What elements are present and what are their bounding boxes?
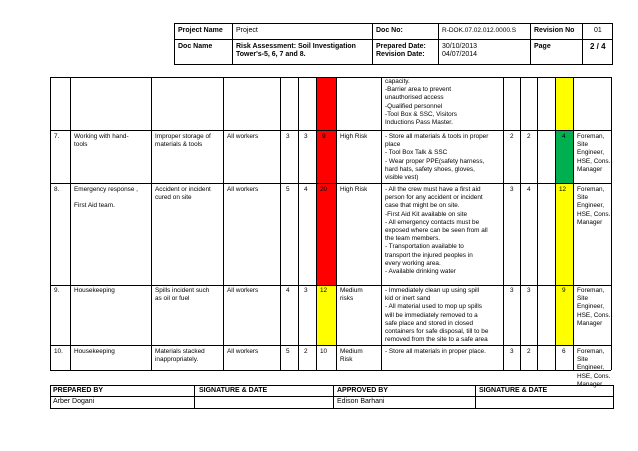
row-rating: 12 — [320, 287, 328, 294]
row-number: 10. — [54, 348, 63, 355]
row-number: 7. — [54, 133, 60, 140]
row-residual-likelihood: 2 — [510, 133, 514, 140]
table-col-line — [520, 77, 521, 370]
row-activity: Housekeeping — [74, 348, 115, 355]
row-severity: 3 — [304, 287, 308, 294]
table-col-line — [555, 77, 556, 370]
table-col-line — [280, 77, 281, 370]
table-row-line — [50, 77, 611, 78]
table-col-line — [537, 77, 538, 370]
row-residual-severity: 3 — [527, 287, 531, 294]
signature-col-divider — [475, 385, 476, 409]
signature-divider — [50, 396, 614, 397]
prepared-by-value: Arber Dogani — [53, 398, 95, 405]
row-risk: Medium risks — [340, 287, 363, 303]
row-controls: - Immediately clean up using spill kid or inert sand - All material used to mop up spills will be immediately removed to a safe place and stored in closed containers for safe disposal, till to be removed from the site to a safe area — [385, 287, 489, 344]
row-responsible: Foreman, Site Engineer, HSE, Cons. Manager — [577, 348, 611, 388]
doc-name-value: Risk Assessment: Soil Investigation Tower's-5, 6, 7 and 8. — [236, 43, 356, 59]
row-activity: Housekeeping — [74, 287, 115, 294]
header-col-divider — [372, 23, 373, 65]
table-col-line — [381, 77, 382, 370]
revision-no-label: Revision No — [534, 27, 575, 34]
residual-fill-carryover — [555, 78, 573, 130]
revision-no-value: 01 — [594, 27, 602, 34]
table-col-line — [316, 77, 317, 370]
project-name-value: Project — [236, 27, 258, 34]
table-col-line — [573, 77, 574, 370]
row-number: 9. — [54, 287, 60, 294]
rating-fill-row-8 — [316, 184, 336, 285]
row-likelihood: 5 — [286, 186, 290, 193]
row-severity: 3 — [304, 133, 308, 140]
row-who: All workers — [227, 287, 259, 294]
project-name-label: Project Name — [178, 27, 223, 34]
table-col-line — [503, 77, 504, 370]
row-likelihood: 5 — [286, 348, 290, 355]
header-divider — [174, 39, 613, 40]
doc-no-label: Doc No: — [376, 27, 403, 34]
row-residual-likelihood: 3 — [510, 287, 514, 294]
row-controls: - Store all materials in proper place. — [385, 348, 486, 355]
row-residual-likelihood: 3 — [510, 348, 514, 355]
row-rating: 10 — [320, 348, 328, 355]
table-row-line — [50, 345, 611, 346]
signature-col-divider — [194, 385, 195, 409]
table-col-line — [223, 77, 224, 370]
row-controls: - All the crew must have a first aid person for any accident or incident case that might be on site. -First Aid Kit available on site - All emergency contacts must be exposed where can be seen from all the team members. - Transportation available to transport the injured peoples in every working area. - Available drinking water — [385, 186, 488, 276]
row-who: All workers — [227, 133, 259, 140]
table-col-line — [151, 77, 152, 370]
row-risk: High Risk — [340, 133, 368, 140]
row-activity: Emergency response , First Aid team. — [74, 186, 138, 210]
rating-fill-row-7 — [316, 131, 336, 183]
row-severity: 4 — [304, 186, 308, 193]
carry-over-controls: capacity. -Barrier area to prevent unauthorised access -Qualified personnel -Tool Box & SSC, Visitors Inductions Pass Master. — [385, 78, 457, 127]
page-label: Page — [534, 43, 551, 50]
row-hazard: Spills incident such as oil or fuel — [155, 287, 210, 303]
row-responsible: Foreman, Site Engineer, HSE, Cons. Manager — [577, 287, 611, 327]
row-likelihood: 3 — [286, 133, 290, 140]
row-responsible: Foreman, Site Engineer, HSE, Cons. Manager — [577, 186, 611, 226]
header-col-divider — [232, 23, 233, 65]
approved-by-label: APPROVED BY — [337, 387, 388, 394]
row-severity: 2 — [304, 348, 308, 355]
table-row-line — [50, 285, 611, 286]
table-col-line — [336, 77, 337, 370]
prepared-revision-date-label: Prepared Date: Revision Date: — [376, 43, 426, 59]
row-residual-rating: 9 — [562, 287, 566, 294]
row-residual-severity: 4 — [527, 186, 531, 193]
header-col-divider — [582, 23, 583, 65]
signature-col-divider — [333, 385, 334, 409]
prepared-by-label: PREPARED BY — [53, 387, 104, 394]
table-row-line — [50, 370, 611, 371]
row-controls: - Store all materials & tools in proper place - Tool Box Talk & SSC - Wear proper PPE(safety harness, hard hats, safety shoes, gloves, visible vest) — [385, 133, 489, 182]
prepared-revision-date-value: 30/10/2013 04/07/2014 — [442, 43, 478, 59]
row-who: All workers — [227, 348, 259, 355]
table-col-line — [298, 77, 299, 370]
row-residual-rating: 4 — [562, 133, 566, 140]
table-col-line — [611, 77, 612, 370]
row-risk: Medium Risk — [340, 348, 363, 364]
header-col-divider — [530, 23, 531, 65]
signature-date-label: SIGNATURE & DATE — [199, 387, 268, 394]
row-likelihood: 4 — [286, 287, 290, 294]
table-col-line — [70, 77, 71, 370]
doc-no-value: R-DOK.07.02.012.0000.S — [442, 27, 517, 34]
row-who: All workers — [227, 186, 259, 193]
row-number: 8. — [54, 186, 60, 193]
row-rating: 9 — [322, 133, 326, 140]
residual-fill-row-8 — [555, 184, 573, 285]
page-number: 2 / 4 — [590, 42, 606, 51]
row-residual-likelihood: 3 — [510, 186, 514, 193]
row-activity: Working with hand- tools — [74, 133, 129, 149]
table-row-line — [50, 183, 611, 184]
row-risk: High Risk — [340, 186, 368, 193]
signature-date-label: SIGNATURE & DATE — [479, 387, 548, 394]
header-col-divider — [438, 23, 439, 65]
row-rating: 20 — [320, 186, 328, 193]
table-col-line — [50, 77, 51, 370]
row-residual-severity: 2 — [527, 348, 531, 355]
doc-name-label: Doc Name — [178, 43, 213, 50]
row-residual-rating: 12 — [559, 186, 567, 193]
approved-by-value: Edison Barhani — [337, 398, 385, 405]
rating-fill-carryover — [316, 78, 336, 130]
row-residual-severity: 2 — [527, 133, 531, 140]
row-responsible: Foreman, Site Engineer, HSE, Cons. Manager — [577, 133, 611, 173]
table-row-line — [50, 130, 611, 131]
row-residual-rating: 6 — [562, 348, 566, 355]
row-hazard: Accident or incident cured on site — [155, 186, 211, 202]
row-hazard: Improper storage of materials & tools — [155, 133, 211, 149]
row-hazard: Materials stacked inappropriately. — [155, 348, 205, 364]
